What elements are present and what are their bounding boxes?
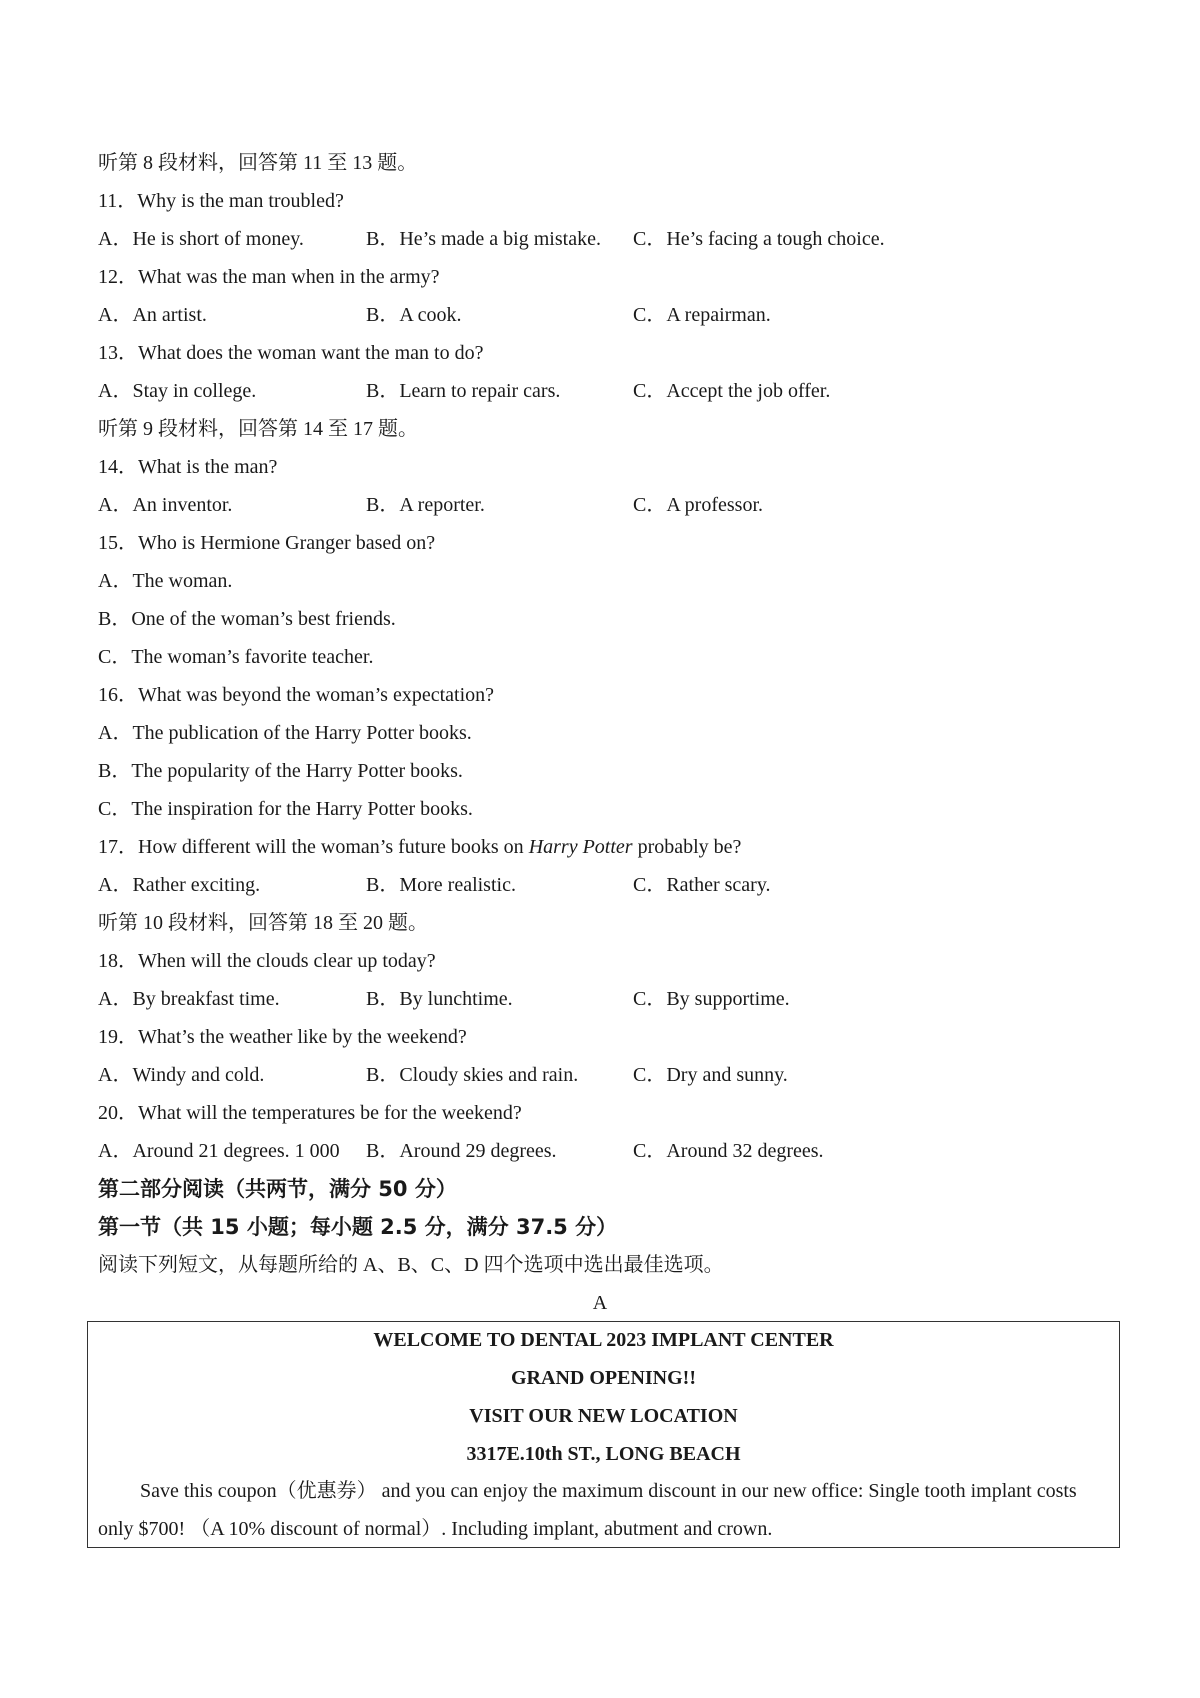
question-15-stem: 15．Who is Hermione Granger based on?: [98, 532, 436, 554]
option-15-a[interactable]: A．The woman.: [98, 570, 233, 592]
option-12-c[interactable]: C．A repairman.: [633, 304, 771, 326]
option-18-b[interactable]: B．By lunchtime.: [366, 988, 513, 1010]
option-14-a[interactable]: A．An inventor.: [98, 494, 233, 516]
section-8-instruction: 听第 8 段材料，回答第 11 至 13 题。: [98, 152, 418, 174]
passage-label: A: [592, 1292, 608, 1314]
option-16-c[interactable]: C．The inspiration for the Harry Potter books.: [98, 798, 473, 820]
option-15-c[interactable]: C．The woman’s favorite teacher.: [98, 646, 374, 668]
ad-grand-opening: GRAND OPENING!!: [511, 1367, 696, 1389]
option-17-c[interactable]: C．Rather scary.: [633, 874, 771, 896]
ad-body: [98, 1472, 1109, 1548]
section-1-heading: 第一节（共 15 小题；每小题 2.5 分，满分 37.5 分）: [98, 1215, 618, 1239]
option-11-c[interactable]: C．He’s facing a tough choice.: [633, 228, 885, 250]
question-12-stem: 12．What was the man when in the army?: [98, 266, 440, 288]
option-11-b[interactable]: B．He’s made a big mistake.: [366, 228, 601, 250]
option-11-a[interactable]: A．He is short of money.: [98, 228, 304, 250]
option-19-b[interactable]: B．Cloudy skies and rain.: [366, 1064, 579, 1086]
option-20-c[interactable]: C．Around 32 degrees.: [633, 1140, 824, 1162]
option-13-c[interactable]: C．Accept the job offer.: [633, 380, 831, 402]
question-14-stem: 14．What is the man?: [98, 456, 278, 478]
section-9-instruction: 听第 9 段材料，回答第 14 至 17 题。: [98, 418, 418, 440]
option-18-c[interactable]: C．By supportime.: [633, 988, 790, 1010]
option-20-a[interactable]: A．Around 21 degrees. 1 000: [98, 1140, 340, 1162]
option-16-b[interactable]: B．The popularity of the Harry Potter books.: [98, 760, 463, 782]
option-17-b[interactable]: B．More realistic.: [366, 874, 516, 896]
section-10-instruction: 听第 10 段材料，回答第 18 至 20 题。: [98, 912, 428, 934]
question-18-stem: 18．When will the clouds clear up today?: [98, 950, 436, 972]
question-16-stem: 16．What was beyond the woman’s expectation?: [98, 684, 494, 706]
option-13-a[interactable]: A．Stay in college.: [98, 380, 257, 402]
dental-ad-box: [87, 1321, 1120, 1548]
ad-visit-location: VISIT OUR NEW LOCATION: [469, 1405, 738, 1427]
question-20-stem: 20．What will the temperatures be for the weekend?: [98, 1102, 522, 1124]
question-19-stem: 19．What’s the weather like by the weekend?: [98, 1026, 467, 1048]
option-16-a[interactable]: A．The publication of the Harry Potter books.: [98, 722, 472, 744]
option-19-c[interactable]: C．Dry and sunny.: [633, 1064, 788, 1086]
option-14-c[interactable]: C．A professor.: [633, 494, 763, 516]
option-12-a[interactable]: A．An artist.: [98, 304, 207, 326]
part-2-heading: 第二部分阅读（共两节，满分 50 分）: [98, 1177, 457, 1201]
option-19-a[interactable]: A．Windy and cold.: [98, 1064, 265, 1086]
question-17-stem: [98, 828, 741, 866]
option-17-a[interactable]: A．Rather exciting.: [98, 874, 261, 896]
reading-instruction: 阅读下列短文，从每题所给的 A、B、C、D 四个选项中选出最佳选项。: [98, 1254, 724, 1276]
question-17-stem-post: probably be?: [632, 836, 742, 858]
question-17-stem-pre: 17．How different will the woman’s future books on: [98, 836, 529, 858]
option-20-b[interactable]: B．Around 29 degrees.: [366, 1140, 557, 1162]
ad-address: 3317E.10th ST., LONG BEACH: [466, 1443, 741, 1465]
question-17-stem-italic: Harry Potter: [528, 836, 633, 858]
question-11-stem: 11．Why is the man troubled?: [98, 190, 344, 212]
option-18-a[interactable]: A．By breakfast time.: [98, 988, 280, 1010]
option-13-b[interactable]: B．Learn to repair cars.: [366, 380, 561, 402]
question-13-stem: 13．What does the woman want the man to do?: [98, 342, 484, 364]
ad-coupon-text: Save this coupon（优惠券） and you can enjoy the maximum discount in our new office: Single tooth implant costs only $700! （A 10% discount of normal）. Including implant, abutment and crown.: [98, 1480, 1077, 1540]
ad-title: WELCOME TO DENTAL 2023 IMPLANT CENTER: [373, 1329, 834, 1351]
option-14-b[interactable]: B．A reporter.: [366, 494, 485, 516]
option-15-b[interactable]: B．One of the woman’s best friends.: [98, 608, 396, 630]
option-12-b[interactable]: B．A cook.: [366, 304, 462, 326]
